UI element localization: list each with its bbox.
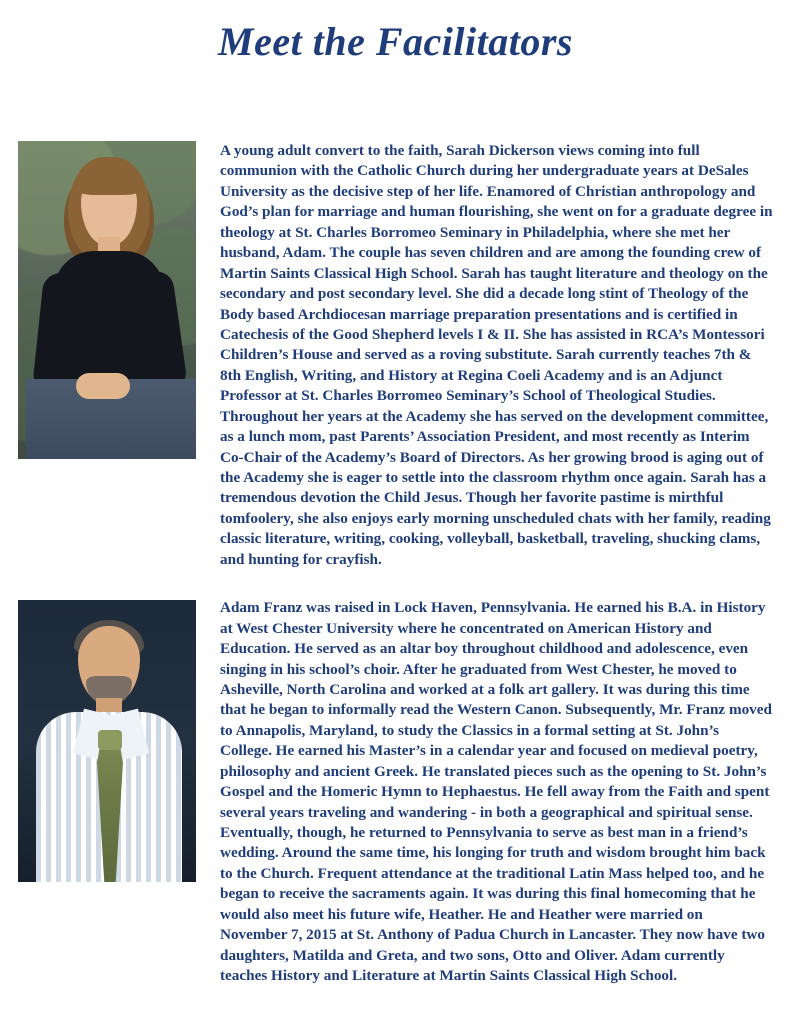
facilitator-bio-sarah-dickerson: A young adult convert to the faith, Sarah Dickerson views coming into full communion with the Catholic Church during her undergraduate years at DeSales University as the decisive step of her life. Enamored of Christian anthropology and God’s plan for marriage and human flourishing, she went on for a graduate degree in theology at St. Charles Borromeo Seminary in Philadelphia, where she met her husband, Adam. The couple has seven children and are among the founding crew of Martin Saints Classical High School. Sarah has taught literature and theology on the secondary and post secondary level. She did a decade long stint of Theology of the Body based Archdiocesan marriage preparation presentations and is certified in Catechesis of the Good Shepherd levels I & II. She has assisted in RCA’s Montessori Children’s House and served as a roving substitute. Sarah currently teaches 7th & 8th English, Writing, and History at Regina Coeli Academy and is an Adjunct Professor at St. Charles Borromeo Seminary’s School of Theological Studies. Throughout her years at the Academy she has served on the development committee, as a lunch mom, past Parents’ Association President, and most recently as Interim Co-Chair of the Academy’s Board of Directors. As her growing brood is aging out of the Academy she is eager to settle into the classroom rhythm once again. Sarah has a tremendous devotion the Child Jesus. Though her favorite pastime is mirthful tomfoolery, she also enjoys early morning unscheduled chats with her family, reading classic literature, writing, cooking, volleyball, basketball, traveling, shucking clams, and hunting for crayfish. xyxy=(220,142,773,568)
torso-shape xyxy=(54,251,164,391)
facilitator-photo-sarah-dickerson xyxy=(18,141,196,459)
facilitator-photo-wrap xyxy=(18,79,196,459)
page-title: Meet the Facilitators xyxy=(218,19,573,64)
facilitator-entry-adam-franz xyxy=(0,570,791,986)
facilitator-photo-wrap xyxy=(18,596,196,882)
hands-shape xyxy=(76,373,130,399)
facilitator-bio-adam-franz: Adam Franz was raised in Lock Haven, Pennsylvania. He earned his B.A. in History at West Chester University where he concentrated on American History and Education. He served as an altar boy throughout childhood and adolescence, even singing in his school’s choir. After he graduated from West Chester, he moved to Asheville, North Carolina and worked at a folk art gallery. It was during this time that he began to informally read the Western Canon. Subsequently, Mr. Franz moved to Annapolis, Maryland, to study the Classics in a formal setting at St. John’s College. He earned his Master’s in a calendar year and focused on medieval poetry, philosophy and ancient Greek. He translated pieces such as the opening to St. John’s Gospel and the Homeric Hymn to Hephaestus. He fell away from the Faith and spent several years traveling and wandering - in both a geographical and spiritual sense. Eventually, though, he returned to Pennsylvania to serve as best man in a friend’s wedding. Around the same time, his longing for truth and wisdom brought him back to the Church. Frequent attendance at the traditional Latin Mass helped too, and he began to receive the sacraments again. It was during this final homecoming that he would also meet his future wife, Heather. He and Heather were married on November 7, 2015 at St. Anthony of Padua Church in Lancaster. They now have two daughters, Matilda and Greta, and two sons, Otto and Oliver. Adam currently teaches History and Literature at Martin Saints Classical High School. xyxy=(220,599,772,985)
tie-knot-shape xyxy=(98,730,122,750)
facilitator-photo-adam-franz xyxy=(18,600,196,882)
facilitator-entry-sarah-dickerson xyxy=(0,71,791,570)
